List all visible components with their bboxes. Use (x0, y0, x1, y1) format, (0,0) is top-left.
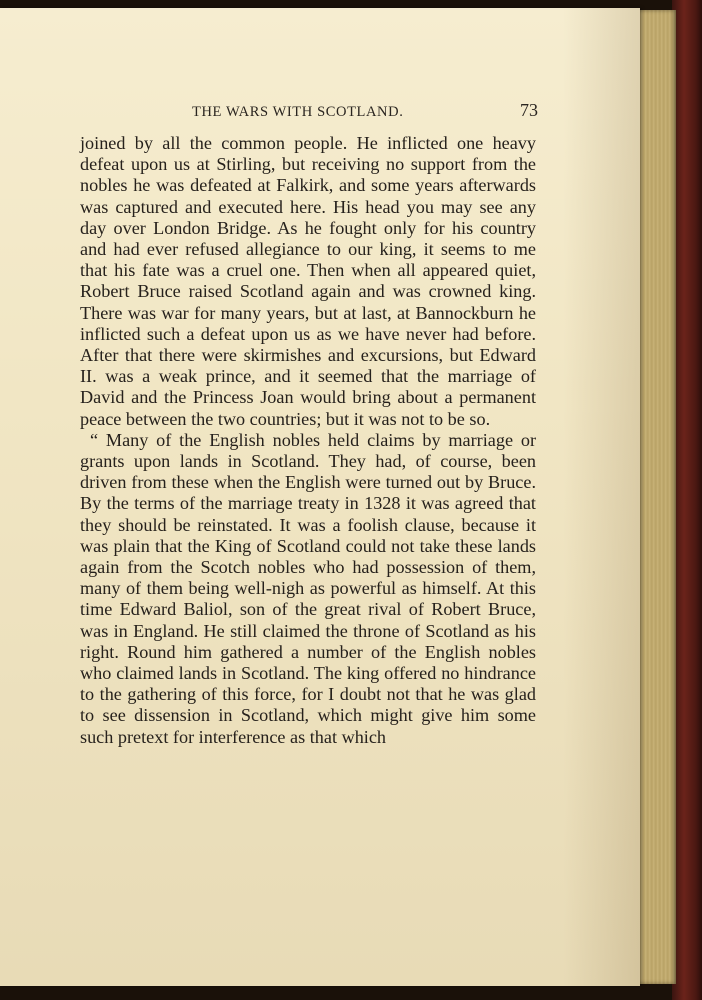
page-header (88, 98, 538, 124)
page-stack-edges (636, 10, 676, 984)
page-number: 73 (520, 100, 538, 120)
paragraph-1: joined by all the common people. He inflicted one heavy defeat upon us at Stirling, but receiving no support from the nobles he was defeated at Falkirk, and some years afterwards was captured and executed here. His head you may see any day over London Bridge. As he fought only for his country and had ever refused allegiance to our king, it seems to me that his fate was a cruel one. Then when all appeared quiet, Robert Bruce raised Scotland again and was crowned king. There was war for many years, but at last, at Bannockburn he inflicted such a defeat upon us as we have never had before. After that there were skirmishes and excursions, but Edward II. was a weak prince, and it seemed that the marriage of David and the Princess Joan would bring about a permanent peace between the two countries; but it was not to be so. (80, 133, 536, 429)
book-cover-edge (672, 0, 702, 1000)
running-head: THE WARS WITH SCOTLAND. (192, 104, 404, 120)
paragraph-2: “ Many of the English nobles held claims by marriage or grants upon lands in Scotland. They had, of course, been driven from these when the English were turned out by Bruce. By the terms of the marriage treaty in 1328 it was agreed that they should be reinstated. It was a foolish clause, because it was plain that the King of Scotland could not take these lands again from the Scotch nobles who had possession of them, many of them being well-nigh as powerful as himself. At this time Edward Baliol, son of the great rival of Robert Bruce, was in England. He still claimed the throne of Scotland as his right. Round him gathered a number of the English nobles who claimed lands in Scotland. The king offered no hindrance to the gathering of this force, for I doubt not that he was glad to see dissension in Scotland, which might give him some such pretext for interference as that which (80, 429, 536, 747)
body-text (80, 133, 536, 748)
